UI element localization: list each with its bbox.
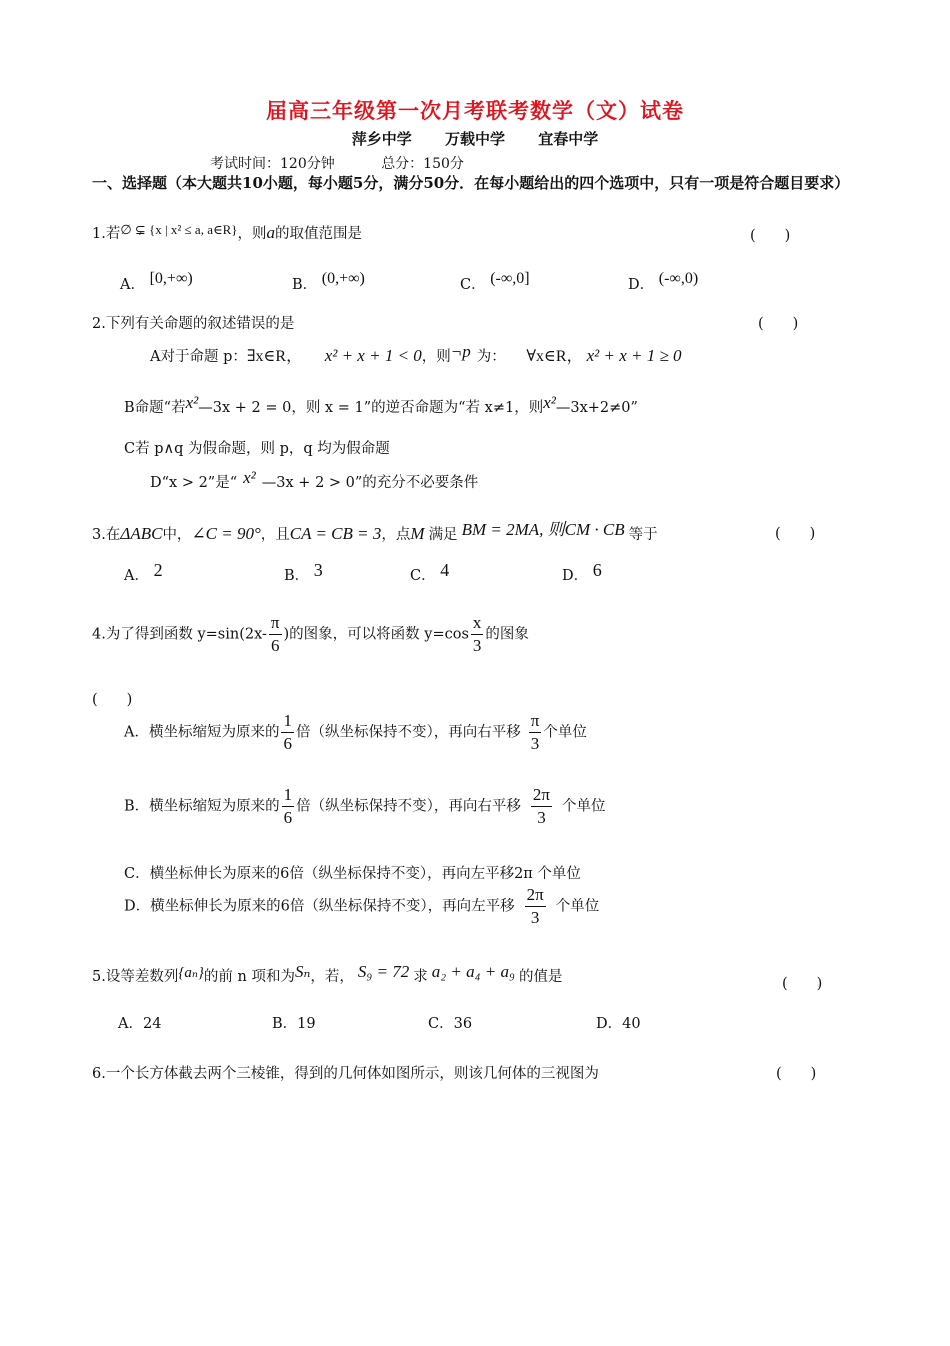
- section-heading: 一、选择题（本大题共10小题，每小题5分，满分50分．在每小题给出的四个选项中，只有一项是符合题目要求）: [92, 174, 850, 192]
- total-score: 总分：150分: [381, 156, 464, 172]
- q5-option-c: C．36: [428, 1016, 473, 1032]
- q2-answer-paren: ( ): [758, 316, 799, 332]
- school-2: 万载中学: [444, 130, 505, 148]
- q5-answer-paren: ( ): [782, 976, 823, 992]
- page-title: 届高三年级第一次月考联考数学（文）试卷: [266, 98, 684, 123]
- q2-option-a: A对于命题 p：∃x∈R， x² + x + 1 < 0，则¬p 为： ∀x∈R， x² + x + 1 ≥ 0: [150, 342, 682, 365]
- q4-option-c: C．横坐标伸长为原来的6倍（纵坐标保持不变），再向左平移2π 个单位: [124, 866, 581, 882]
- question-2-stem: 2.下列有关命题的叙述错误的是: [92, 316, 295, 332]
- q3-option-b: B． 3: [284, 560, 323, 584]
- q1-option-d: D． (-∞,0): [628, 270, 699, 293]
- q4-frac-pi-6: $\frac{\pi}{6}$: [270, 613, 280, 655]
- school-3: 宜春中学: [538, 130, 599, 148]
- question-1-stem: 1.若∅ ⊊ {x | x² ≤ a, a∈R}，则a的取值范围是: [92, 222, 363, 242]
- exam-time: 考试时间：120分钟: [210, 156, 335, 172]
- exam-info: [210, 153, 506, 173]
- school-list: [0, 128, 950, 149]
- q2-option-b: B命题“若x²—3x + 2 = 0，则 x = 1”的逆否命题为“若 x≠1，则x²—3x+2≠0”: [124, 393, 638, 416]
- question-3-stem: 3.在ΔABC中，∠C = 90°，且CA = CB = 3，点M 满足 BM = 2MA, 则CM · CB 等于: [92, 520, 658, 543]
- q3-answer-paren: ( ): [775, 526, 816, 542]
- question-5-stem: 5.设等差数列{aₙ}的前 n 项和为Sₙ，若， S₉ = 72 求 a₂ + a₄ + a₉ 的值是: [92, 962, 563, 985]
- q2-option-d: D“x > 2”是“ x² —3x + 2 > 0”的充分不必要条件: [150, 468, 479, 491]
- question-6-stem: 6.一个长方体截去两个三棱锥，得到的几何体如图所示，则该几何体的三视图为: [92, 1066, 599, 1082]
- q2-option-c: C若 p∧q 为假命题，则 p，q 均为假命题: [124, 441, 390, 457]
- q3-option-c: C． 4: [410, 560, 450, 584]
- question-4-stem: 4.为了得到函数 y=sin(2x- $\frac{\pi}{6}$ )的图象，可以将函数 y=cos $\frac{x}{3}$ 的图象: [92, 613, 529, 655]
- q1-set-expression: ∅ ⊊ {x | x² ≤ a, a∈R}: [120, 222, 238, 237]
- school-1: 萍乡中学: [351, 130, 412, 148]
- q1-option-a: A． [0,+∞): [120, 270, 193, 293]
- q4-answer-paren: ( ): [92, 692, 133, 708]
- q6-answer-paren: ( ): [776, 1066, 817, 1082]
- q4-option-d: D．横坐标伸长为原来的6倍（纵坐标保持不变），再向左平移 $\frac{2\pi}{3}$ 个单位: [124, 885, 600, 927]
- q3-option-a: A． 2: [124, 560, 163, 584]
- q4-option-b: B．横坐标缩短为原来的 $\frac{1}{6}$ 倍（纵坐标保持不变），再向右平移 $\frac{2\pi}{3}$ 个单位: [124, 785, 606, 827]
- q4-option-a: A．横坐标缩短为原来的 $\frac{1}{6}$ 倍（纵坐标保持不变），再向右平移 $\frac{\pi}{3}$ 个单位: [124, 711, 587, 753]
- q5-option-d: D．40: [596, 1016, 641, 1032]
- q3-option-d: D． 6: [562, 560, 602, 584]
- q1-var: a: [266, 223, 276, 242]
- q1-option-c: C． (-∞,0]: [460, 270, 530, 293]
- q5-option-b: B．19: [272, 1016, 316, 1032]
- q1-answer-paren: ( ): [750, 228, 791, 244]
- q4-frac-x-3: $\frac{x}{3}$: [472, 613, 482, 655]
- q1-option-b: B． (0,+∞): [292, 270, 365, 293]
- q5-option-a: A．24: [118, 1016, 162, 1032]
